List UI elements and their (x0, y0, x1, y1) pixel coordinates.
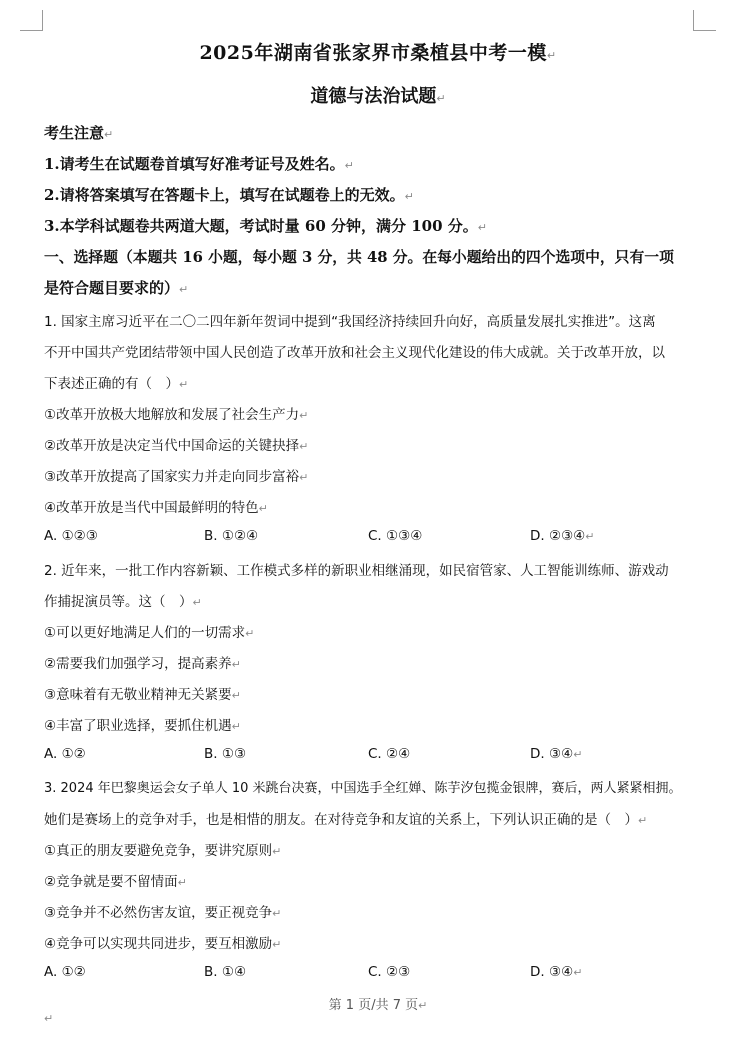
notice-heading: 考生注意↵ (44, 124, 114, 142)
q1-option-a[interactable]: A. ①②③ (44, 528, 98, 544)
q1-stem-line3: 下表述正确的有（ ）↵ (44, 376, 189, 392)
q1-statement-1: ①改革开放极大地解放和发展了社会生产力↵ (44, 407, 309, 423)
q3-options (44, 964, 724, 984)
notice-item-3: 3.本学科试题卷共两道大题，考试时量 60 分钟，满分 100 分。↵ (44, 217, 487, 235)
q2-stem-line1: 2. 近年来，一批工作内容新颖、工作模式多样的新职业相继涌现，如民宿管家、人工智能训练师、游戏动 (44, 563, 669, 579)
q1-options (44, 528, 724, 548)
q3-statement-1: ①真正的朋友要避免竞争，要讲究原则↵ (44, 843, 282, 859)
q3-option-d[interactable]: D. ③④↵ (530, 964, 583, 980)
crop-mark-top-right (693, 10, 716, 31)
notice-item-1: 1.请考生在试题卷首填写好准考证号及姓名。↵ (44, 155, 354, 173)
notice-item-2: 2.请将答案填写在答题卡上，填写在试题卷上的无效。↵ (44, 186, 414, 204)
q3-statement-3: ③竞争并不必然伤害友谊，要正视竞争↵ (44, 905, 282, 921)
q2-option-d[interactable]: D. ③④↵ (530, 746, 583, 762)
q2-statement-4: ④丰富了职业选择，要抓住机遇↵ (44, 718, 241, 734)
q2-stem-line2: 作捕捉演员等。这（ ）↵ (44, 594, 202, 610)
q2-options (44, 746, 724, 766)
section-heading-line2: 是符合题目要求的）↵ (44, 279, 189, 297)
crop-mark-top-left (20, 10, 43, 31)
section-heading-line1: 一、选择题（本题共 16 小题，每小题 3 分，共 48 分。在每小题给出的四个选项中，只有一项 (44, 249, 674, 266)
q3-option-c[interactable]: C. ②③ (368, 964, 411, 980)
q3-option-b[interactable]: B. ①④ (204, 964, 247, 980)
q2-statement-2: ②需要我们加强学习，提高素养↵ (44, 656, 241, 672)
page-footer: 第 1 页/共 7 页↵ (328, 998, 428, 1013)
q1-stem-line2: 不开中国共产党团结带领中国人民创造了改革开放和社会主义现代化建设的伟大成就。关于改革开放，以 (44, 345, 665, 361)
exam-subtitle: 道德与法治试题↵ (310, 86, 446, 107)
q3-statement-2: ②竞争就是要不留情面↵ (44, 874, 187, 890)
q2-option-c[interactable]: C. ②④ (368, 746, 411, 762)
q1-option-b[interactable]: B. ①②④ (204, 528, 259, 544)
q3-option-a[interactable]: A. ①② (44, 964, 86, 980)
q3-stem-line2: 她们是赛场上的竞争对手，也是相惜的朋友。在对待竞争和友谊的关系上，下列认识正确的是（ ）↵ (44, 812, 648, 828)
q2-option-b[interactable]: B. ①③ (204, 746, 247, 762)
q1-option-d[interactable]: D. ②③④↵ (530, 528, 595, 544)
q1-statement-3: ③改革开放提高了国家实力并走向同步富裕↵ (44, 469, 309, 485)
q1-statement-4: ④改革开放是当代中国最鲜明的特色↵ (44, 500, 268, 516)
q1-statement-2: ②改革开放是决定当代中国命运的关键抉择↵ (44, 438, 309, 454)
q2-statement-3: ③意味着有无敬业精神无关紧要↵ (44, 687, 241, 703)
q2-statement-1: ①可以更好地满足人们的一切需求↵ (44, 625, 255, 641)
q1-option-c[interactable]: C. ①③④ (368, 528, 423, 544)
paragraph-mark: ↵ (44, 1012, 54, 1025)
q2-option-a[interactable]: A. ①② (44, 746, 86, 762)
q3-statement-4: ④竞争可以实现共同进步，要互相激励↵ (44, 936, 282, 952)
exam-title: 2025年湖南省张家界市桑植县中考一模↵ (199, 42, 557, 64)
q1-stem-line1: 1. 国家主席习近平在二〇二四年新年贺词中提到“我国经济持续回升向好，高质量发展扎实推进”。这离 (44, 314, 656, 330)
q3-stem-line1: 3. 2024 年巴黎奥运会女子单人 10 米跳台决赛，中国选手全红婵、陈芋汐包揽金银牌，赛后，两人紧紧相拥。 (44, 781, 682, 796)
